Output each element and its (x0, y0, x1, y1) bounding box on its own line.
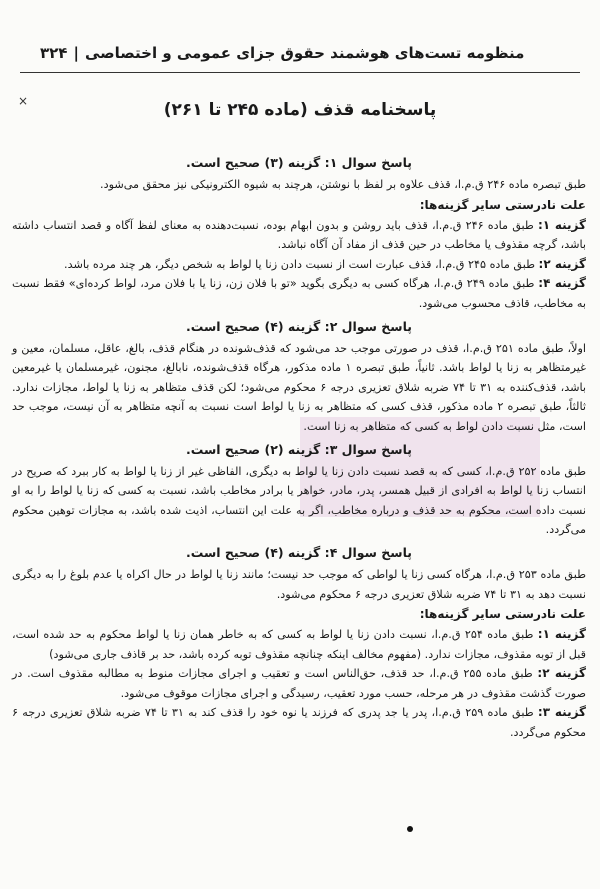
header-separator: | (73, 44, 79, 62)
q4-option-2 (12, 664, 586, 703)
q3-body: طبق ماده ۲۵۲ ق.م.ا، کسی که به قصد نسبت دادن زنا یا لواط به دیگری، الفاظی غیر از زنا یا لواط به کار ببرد که صریح در انتساب زنا یا لواط به افرادی از قبیل همسر، پدر، مادر، خواهر یا برادر مخاطب باشد، نسبت به کسی که زنا یا لواط را به او نسبت داده است، محکوم به حد قذف و درباره مخاطب، اگر به علت این انتساب، اذیت شده باشد، به مجازات توهین محکوم می‌گردد. (12, 464, 586, 537)
q1-option-4 (12, 274, 586, 313)
q1-others-heading: علت نادرستی سایر گزینه‌ها: (419, 197, 586, 212)
q4-body: طبق ماده ۲۵۳ ق.م.ا، هرگاه کسی زنا یا لواطی که موجب حد نیست؛ مانند زنا یا لواط در حال اکراه یا عدم بلوغ را به دیگری نسبت دهد به ۳۱ تا ۷۴ ضربه شلاق تعزیری درجه ۶ محکوم می‌شود. (12, 567, 586, 601)
q4-option-3 (12, 703, 586, 742)
option-label: گزینه ۴: (538, 276, 586, 291)
margin-mark: × (18, 94, 29, 108)
q4-option-1 (12, 625, 586, 664)
q1-heading: پاسخ سوال ۱: گزینه (۳) صحیح است. (186, 155, 412, 170)
option-text: طبق ماده ۲۵۴ ق.م.ا، نسبت دادن زنا یا لواط به کسی که به خاطر همان زنا یا لواط محکوم به حد شده است، قبل از توبه مقذوف، مجازات ندارد. (مفهوم مخالف اینکه چنانچه مقذوف توبه کرده باشد، حد بر قاذف جاری می‌شود) (12, 628, 586, 661)
q2-body: اولاً، طبق ماده ۲۵۱ ق.م.ا، قذف در صورتی موجب حد می‌شود که قذف‌شونده در هنگام قذف، بالغ، عاقل، مسلمان، معین و غیرمتظاهر به زنا یا لواط باشد. ثانیاً، طبق تبصره ۱ ماده مذکور، هرگاه قذف‌شونده، نابالغ، مجنون، غیرمسلمان یا غیرمعین باشد، قذف‌کننده به ۳۱ تا ۷۴ ضربه شلاق تعزیری درجه ۶ محکوم می‌شود؛ لکن قذف متظاهر به زنا یا لواط، مجازات ندارد. ثالثاً، طبق تبصره ۲ ماده مذکور، قذف کسی که متظاهر به زنا یا لواط است نسبت به آنچه متظاهر به آن نیست، موجب حد است، مثل نسبت دادن لواط به کسی که متظاهر به زنا است. (12, 341, 587, 433)
option-text: طبق ماده ۲۴۶ ق.م.ا، قذف باید روشن و بدون ابهام بوده، نسبت‌دهنده به معنای لفظ آگاه و قصد انتساب داشته باشد، گرچه مقذوف یا مخاطب در حین قذف از مفاد آن آگاه نباشد. (12, 218, 586, 252)
option-label: گزینه ۲: (538, 256, 586, 271)
section-title: پاسخنامه قذف (ماده ۲۴۵ تا ۲۶۱) (163, 100, 437, 120)
option-text: طبق ماده ۲۵۹ ق.م.ا، پدر یا جد پدری که فرزند یا نوه خود را قذف کند به ۳۱ تا ۷۴ ضربه شلاق تعزیری درجه ۶ محکوم می‌گردد. (12, 706, 586, 740)
header-rule (20, 72, 580, 73)
option-label: گزینه ۱: (537, 627, 586, 642)
option-text: طبق ماده ۲۵۵ ق.م.ا، حد قذف، حق‌الناس است و تعقیب و اجرای مجازات منوط به مطالبه مقذوف است. در صورت گذشت مقذوف در هر مرحله، حسب مورد تعقیب، رسیدگی و اجرای مجازات موقوف می‌شود. (12, 667, 586, 700)
option-label: گزینه ۳: (537, 705, 587, 720)
option-label: گزینه ۱: (537, 217, 587, 232)
q1-option-1 (12, 216, 586, 255)
q1-body: طبق تبصره ماده ۲۴۶ ق.م.ا، قذف علاوه بر لفظ با نوشتن، هرچند به شیوه الکترونیکی نیز محقق می‌شود. (100, 178, 586, 191)
ink-dot (407, 826, 413, 832)
q2-heading: پاسخ سوال ۲: گزینه (۴) صحیح است. (186, 318, 412, 334)
page-number: ۳۲۴ (40, 44, 68, 62)
book-title: منظومه تست‌های هوشمند حقوق جزای عمومی و اختصاصی (84, 44, 525, 62)
option-text: طبق ماده ۲۴۹ ق.م.ا، هرگاه کسی به دیگری بگوید «تو با فلان زن، زنا یا با فلان مرد، لواط کرده‌ای» فقط نسبت به مخاطب، قاذف محسوب می‌شود. (12, 277, 586, 310)
q3-heading: پاسخ سوال ۳: گزینه (۲) صحیح است. (186, 441, 412, 457)
q4-heading: پاسخ سوال ۴: گزینه (۴) صحیح است. (186, 544, 412, 560)
option-text: طبق ماده ۲۴۵ ق.م.ا، قذف عبارت است از نسبت دادن زنا یا لواط به شخص دیگر، هر چند مرده باشد. (64, 257, 535, 271)
option-label: گزینه ۲: (537, 666, 586, 681)
answer-content (12, 150, 586, 743)
page-header (40, 44, 582, 62)
q1-option-2 (12, 255, 586, 275)
q4-others-heading: علت نادرستی سایر گزینه‌ها: (419, 607, 586, 622)
